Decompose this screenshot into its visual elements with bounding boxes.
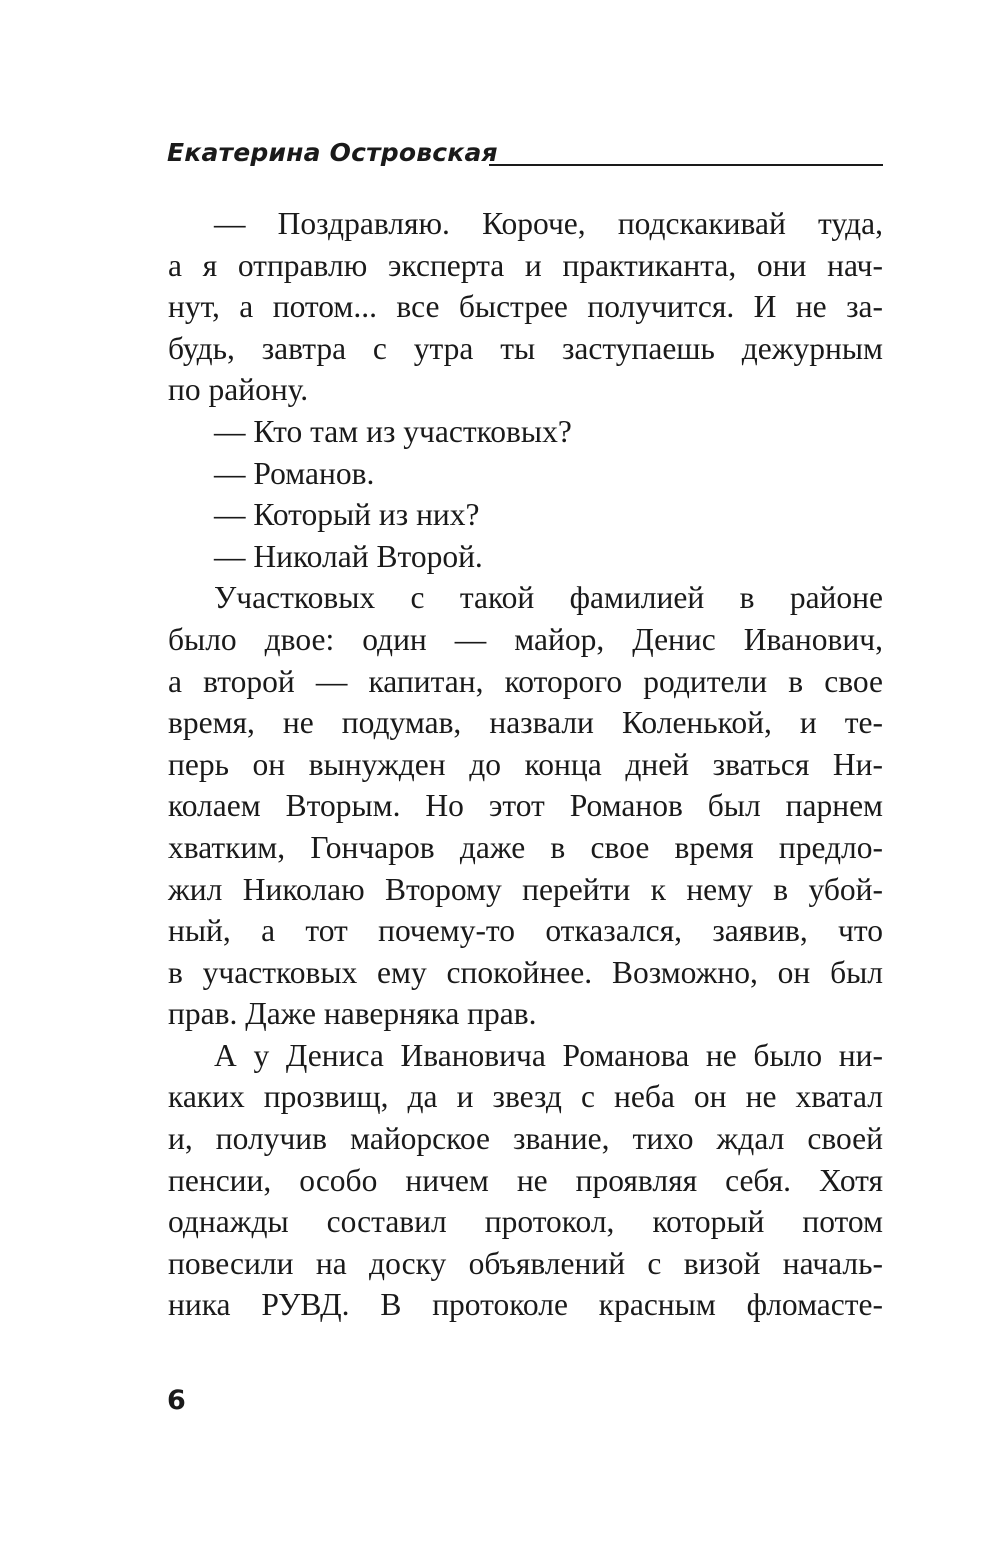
- text-line: время, не подумав, назвали Коленькой, и те-: [168, 705, 883, 741]
- text-line: хватким, Гончаров даже в свое время предло-: [168, 829, 883, 865]
- text-line: — Романов.: [214, 455, 375, 491]
- text-line: — Который из них?: [214, 497, 480, 533]
- text-line: будь, завтра с утра ты заступаешь дежурным: [168, 330, 883, 366]
- running-head: [167, 136, 883, 176]
- header-rule: [489, 164, 883, 166]
- text-line: А у Дениса Ивановича Романова не было ни-: [214, 1037, 883, 1073]
- text-line: — Николай Второй.: [214, 538, 483, 574]
- text-line: а я отправлю эксперта и практиканта, они нач-: [168, 247, 883, 283]
- text-line: в участковых ему спокойнее. Возможно, он был: [168, 954, 883, 990]
- text-line: пенсии, особо ничем не проявляя себя. Хотя: [168, 1162, 883, 1198]
- text-line: жил Николаю Второму перейти к нему в убой-: [168, 871, 883, 907]
- text-line: ный, а тот почему-то отказался, заявив, что: [168, 913, 883, 949]
- text-line: — Кто там из участковых?: [214, 413, 572, 449]
- body-text: [168, 203, 883, 1326]
- text-line: было двое: один — майор, Денис Иванович,: [168, 621, 883, 657]
- author-name: Екатерина Островская: [167, 138, 498, 167]
- page-number: 6: [167, 1385, 186, 1416]
- text-line: — Поздравляю. Короче, подскакивай туда,: [214, 206, 883, 241]
- text-line: по району.: [168, 372, 309, 408]
- text-line: колаем Вторым. Но этот Романов был парнем: [168, 788, 883, 824]
- text-line: однажды составил протокол, который потом: [168, 1204, 883, 1240]
- text-line: прав. Даже наверняка прав.: [168, 996, 537, 1032]
- text-line: перь он вынужден до конца дней зваться Ни-: [168, 746, 883, 782]
- text-line: а второй — капитан, которого родители в свое: [168, 663, 883, 699]
- text-line: Участковых с такой фамилией в районе: [214, 580, 883, 616]
- text-line: нут, а потом... все быстрее получится. И не за-: [168, 289, 883, 325]
- text-line: и, получив майорское звание, тихо ждал своей: [168, 1121, 883, 1157]
- text-line: каких прозвищ, да и звезд с неба он не хватал: [168, 1079, 883, 1115]
- text-line: ника РУВД. В протоколе красным фломасте-: [168, 1287, 883, 1323]
- text-line: повесили на доску объявлений с визой началь-: [168, 1245, 883, 1281]
